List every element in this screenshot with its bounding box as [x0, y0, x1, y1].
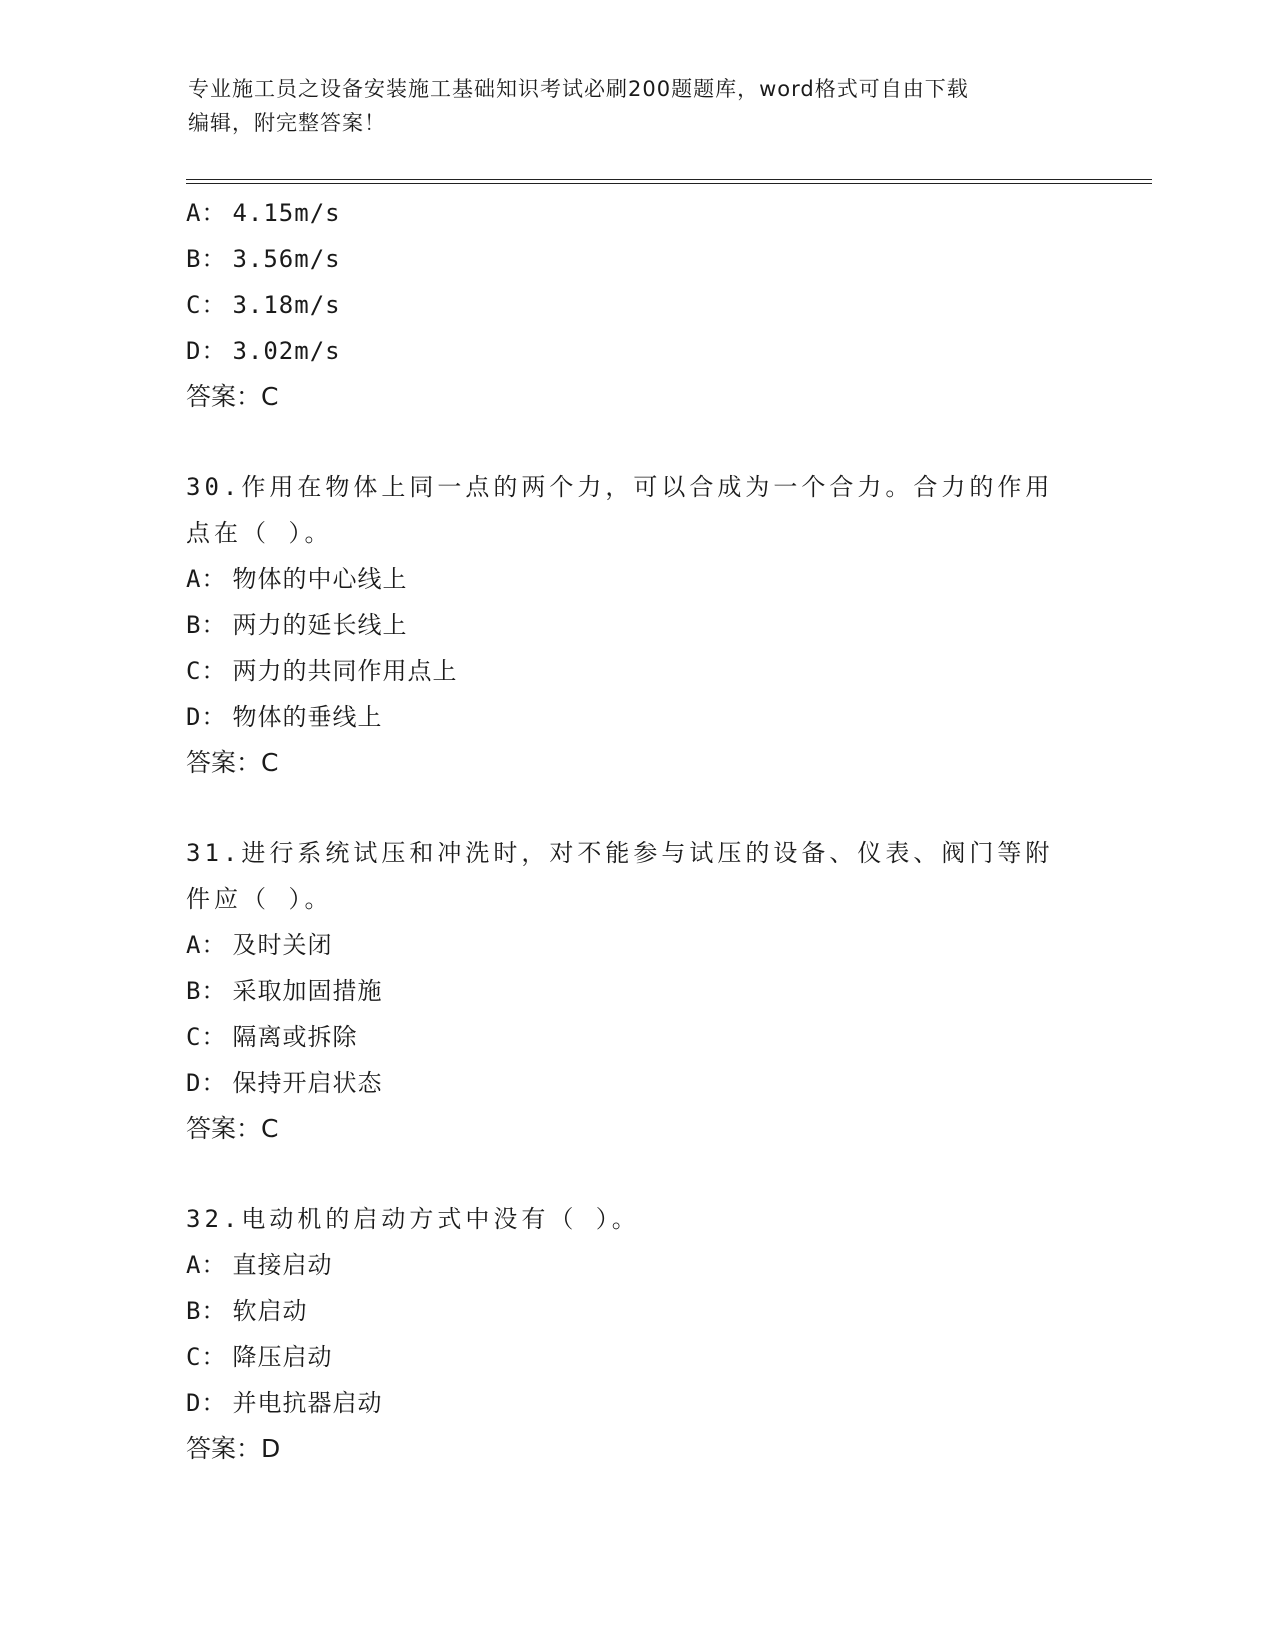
option-d [186, 1380, 1086, 1426]
option-label: D： [186, 1069, 227, 1097]
answer-line: 答案：C [186, 748, 279, 777]
option-text: 物体的垂线上 [232, 703, 383, 731]
option-text: 降压启动 [232, 1343, 333, 1371]
option-c [186, 282, 1086, 328]
option-label: C： [186, 1023, 227, 1051]
question-stem: 31.进行系统试压和冲洗时，对不能参与试压的设备、仪表、阀门等附件应（ ）。 [186, 839, 1054, 913]
document-header [188, 72, 1088, 140]
option-label: B： [186, 977, 227, 1005]
question-29-partial [186, 190, 1086, 420]
option-b [186, 1288, 1086, 1334]
option-text: 并电抗器启动 [232, 1389, 383, 1417]
option-b [186, 602, 1086, 648]
option-a [186, 556, 1086, 602]
header-line-2: 编辑，附完整答案！ [188, 111, 386, 135]
option-text: 采取加固措施 [232, 977, 383, 1005]
answer-line: 答案：D [186, 1434, 281, 1463]
option-label: C： [186, 657, 227, 685]
option-a [186, 190, 1086, 236]
header-divider-bottom [186, 183, 1152, 184]
option-text: 及时关闭 [232, 931, 333, 959]
answer-line: 答案：C [186, 382, 279, 411]
question-31 [186, 830, 1086, 1152]
option-label: D： [186, 1389, 227, 1417]
option-c [186, 1014, 1086, 1060]
option-text: 4.15m/s [232, 199, 341, 227]
option-d [186, 694, 1086, 740]
question-32 [186, 1196, 1086, 1472]
question-stem: 32.电动机的启动方式中没有（ ）。 [186, 1205, 640, 1233]
answer-line: 答案：C [186, 1114, 279, 1143]
option-text: 两力的共同作用点上 [232, 657, 458, 685]
option-label: B： [186, 245, 227, 273]
option-text: 直接启动 [232, 1251, 333, 1279]
option-text: 保持开启状态 [232, 1069, 383, 1097]
option-label: B： [186, 611, 227, 639]
header-line-1: 专业施工员之设备安装施工基础知识考试必刷200题题库，word格式可自由下载 [188, 77, 969, 101]
option-label: D： [186, 703, 227, 731]
option-label: A： [186, 199, 227, 227]
option-label: C： [186, 291, 227, 319]
option-label: A： [186, 565, 227, 593]
question-list [186, 190, 1086, 1472]
option-d [186, 1060, 1086, 1106]
option-b [186, 968, 1086, 1014]
option-text: 物体的中心线上 [232, 565, 408, 593]
option-label: A： [186, 1251, 227, 1279]
question-30 [186, 464, 1086, 786]
option-c [186, 1334, 1086, 1380]
option-label: B： [186, 1297, 227, 1325]
option-label: C： [186, 1343, 227, 1371]
option-text: 3.18m/s [232, 291, 341, 319]
option-c [186, 648, 1086, 694]
option-a [186, 1242, 1086, 1288]
option-text: 软启动 [232, 1297, 308, 1325]
header-divider-top [186, 179, 1152, 180]
option-label: D： [186, 337, 227, 365]
question-stem: 30.作用在物体上同一点的两个力，可以合成为一个合力。合力的作用点在（ ）。 [186, 473, 1054, 547]
option-b [186, 236, 1086, 282]
option-d [186, 328, 1086, 374]
option-text: 隔离或拆除 [232, 1023, 358, 1051]
option-label: A： [186, 931, 227, 959]
option-a [186, 922, 1086, 968]
option-text: 两力的延长线上 [232, 611, 408, 639]
option-text: 3.56m/s [232, 245, 341, 273]
option-text: 3.02m/s [232, 337, 341, 365]
